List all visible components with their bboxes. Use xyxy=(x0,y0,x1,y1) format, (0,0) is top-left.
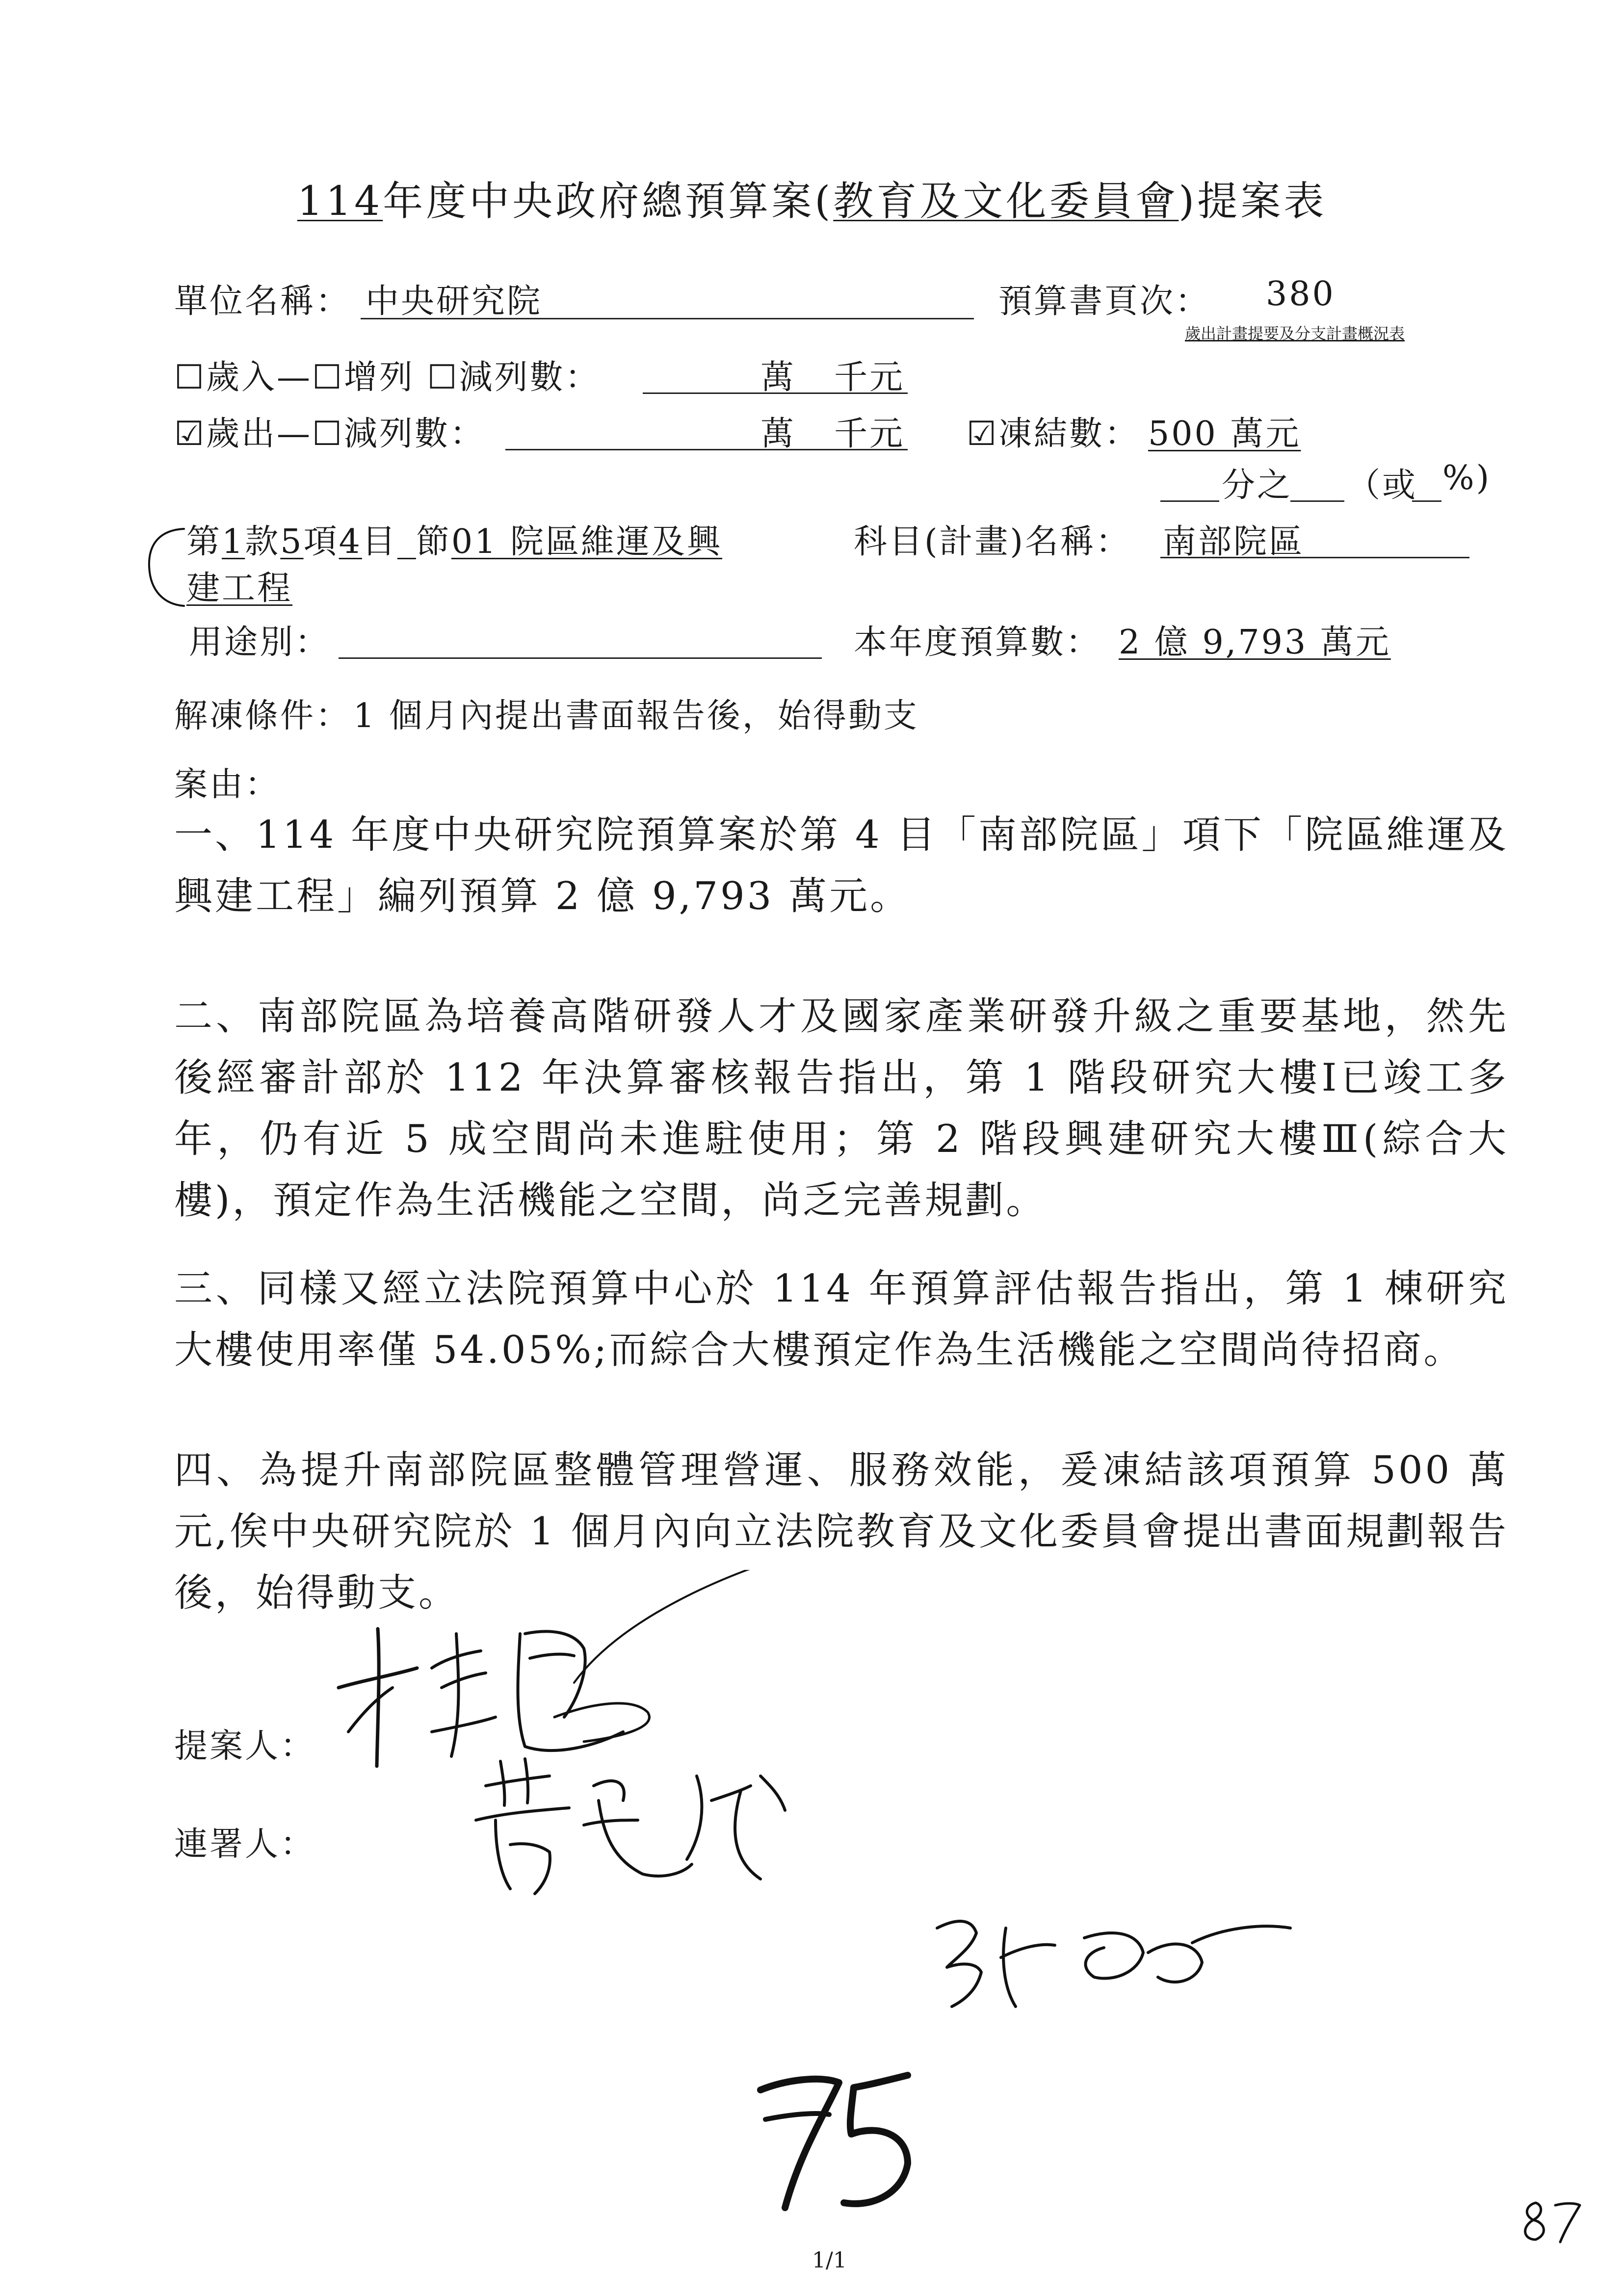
this-year-budget-value: 2 億 9,793 萬元 xyxy=(1119,623,1391,662)
title-year: 114 xyxy=(297,178,383,225)
item-kuan-label: 款 xyxy=(245,522,281,561)
expenditure-qian: 千元 xyxy=(834,415,905,453)
reason-label: 案由： xyxy=(174,765,281,804)
item-mu-label: 目 xyxy=(362,522,397,561)
budget-page-note: 歲出計畫提要及分支計畫概況表 xyxy=(1185,324,1405,343)
item-mu: 4 xyxy=(339,522,362,561)
fraction-or-close: %) xyxy=(1442,459,1492,497)
expenditure-options: ☑歲出—☐減列數： xyxy=(174,415,485,453)
item-xiang: 5 xyxy=(280,522,304,561)
unit-value: 中央研究院 xyxy=(366,282,543,321)
fraction-or-open: （或 xyxy=(1347,466,1418,505)
item-kuan: 1 xyxy=(222,522,245,561)
title-pre: 年度中央政府總預算案( xyxy=(383,178,834,225)
title-post: )提案表 xyxy=(1179,178,1327,225)
subject-underline xyxy=(1160,557,1469,558)
unfreeze-label: 解凍條件： xyxy=(174,697,351,735)
freeze-label: ☑凍結數： xyxy=(967,415,1140,453)
subject-label: 科目(計畫)名稱： xyxy=(854,522,1131,561)
this-year-budget-label: 本年度預算數： xyxy=(854,623,1101,662)
cosigner-label: 連署人： xyxy=(174,1825,316,1864)
budget-page-value: 380 xyxy=(1266,275,1336,313)
item-prefix: 第 xyxy=(186,522,222,561)
title-committee: 教育及文化委員會 xyxy=(833,178,1179,225)
page-title xyxy=(0,169,1624,227)
paragraph-2: 二、南部院區為培養高階研發人才及國家產業研發升級之重要基地，然先後經審計部於 112 年決算審核報告指出，第 1 階段研究大樓Ⅰ已竣工多年，仍有近 5 成空間尚未進駐使用；第 2 階段興建研究大樓Ⅲ(綜合大樓)，預定作為生活機能之空間，尚乏完善規劃。 xyxy=(174,994,1509,1223)
paragraph-1: 一、114 年度中央研究院預算案於第 4 目「南部院區」項下「院區維運及興建工程」編列預算 2 億 9,793 萬元。 xyxy=(174,813,1509,918)
fraction-text: 分之 xyxy=(1222,466,1293,505)
unit-underline xyxy=(361,318,974,319)
cosigner-signature-2 xyxy=(917,1899,1300,2021)
subject-value: 南部院區 xyxy=(1163,522,1305,561)
paragraph-3: 三、同樣又經立法院預算中心於 114 年預算評估報告指出，第 1 棟研究大樓使用率僅 54.05%;而綜合大樓預定作為生活機能之空間尚待招商。 xyxy=(174,1267,1509,1372)
item-line xyxy=(186,515,722,563)
purpose-label: 用途別： xyxy=(189,623,331,662)
item-name-part2-wrap xyxy=(186,562,292,609)
bracket-mark xyxy=(142,520,186,613)
fraction-blank-3 xyxy=(1412,500,1441,502)
fraction-blank-2 xyxy=(1290,500,1344,502)
item-name-part1: 01 院區維運及興 xyxy=(451,522,723,561)
expenditure-wan: 萬 xyxy=(760,415,796,453)
page-number: 1/1 xyxy=(812,2248,847,2273)
fraction-blank-1 xyxy=(1160,500,1219,502)
item-jie-label: 節 xyxy=(416,522,451,561)
revenue-options: ☐歲入—☐增列 ☐減列數： xyxy=(174,358,601,397)
item-xiang-label: 項 xyxy=(303,522,339,561)
purpose-underline xyxy=(339,657,822,659)
unit-label: 單位名稱： xyxy=(174,282,351,321)
freeze-value: 500 萬元 xyxy=(1148,415,1301,453)
unfreeze-value: 1 個月內提出書面報告後，始得動支 xyxy=(353,697,919,735)
item-name-part2: 建工程 xyxy=(186,569,293,608)
proposer-label: 提案人： xyxy=(174,1727,316,1766)
revenue-qian: 千元 xyxy=(834,358,905,397)
paragraph-4: 四、為提升南部院區整體管理營運、服務效能，爰凍結該項預算 500 萬元,俟中央研究院於 1 個月內向立法院教育及文化委員會提出書面規劃報告後，始得動支。 xyxy=(174,1448,1509,1615)
handwritten-number-75 xyxy=(746,2061,952,2222)
budget-page-label: 預算書頁次： xyxy=(998,282,1211,321)
handwritten-number-87 xyxy=(1516,2193,1585,2247)
cosigner-signature-1 xyxy=(466,1747,810,1904)
revenue-wan: 萬 xyxy=(760,358,796,397)
